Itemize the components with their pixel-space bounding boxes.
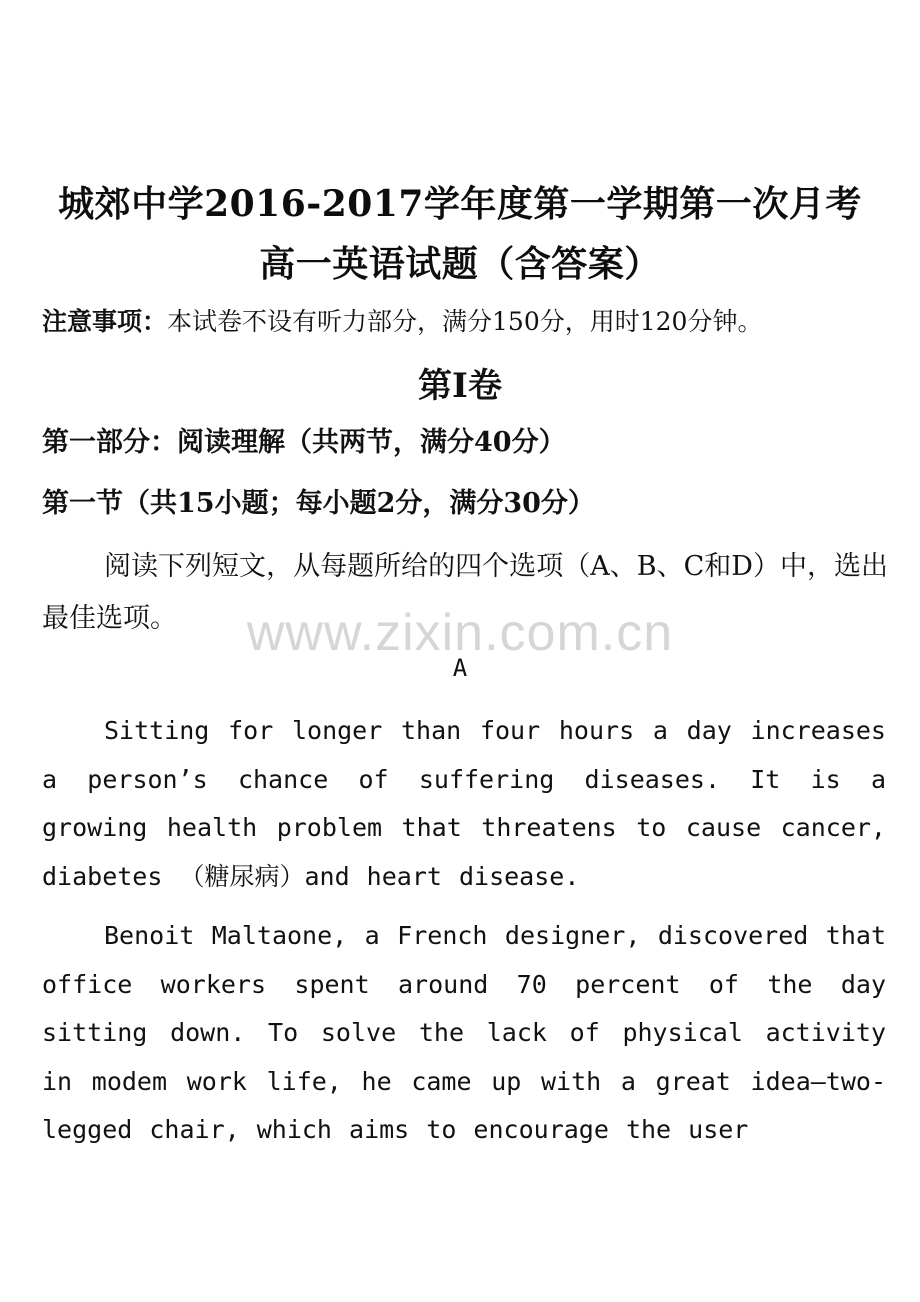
exam-subtitle: 高一英语试题（含答案） (259, 243, 661, 285)
notice-text: 本试卷不设有听力部分，满分150分，用时120分钟。 (167, 307, 763, 336)
exam-title: 城郊中学2016-2017学年度第一学期第一次月考 (58, 183, 862, 225)
watermark: www.zixin.com.cn (246, 604, 674, 662)
passage-label: A (452, 654, 468, 682)
passage-paragraph: Sitting for longer than four hours a day increases a person’s chance of suffering diseases. It is a growing health problem that threatens to cause cancer, diabetes （糖尿病）and heart disease. (42, 716, 886, 891)
instructions: 阅读下列短文，从每题所给的四个选项（A、B、C和D）中，选出最佳选项。 (42, 551, 888, 634)
section-heading: 第一节（共15小题；每小题2分，满分30分） (42, 488, 595, 519)
part-heading: 第一部分：阅读理解（共两节，满分40分） (42, 427, 566, 458)
notice-line (42, 302, 762, 338)
volume-title: 第I卷 (418, 366, 502, 406)
passage-paragraph: Benoit Maltaone, a French designer, discovered that office workers spent around 70 percent of the day sitting down. To solve the lack of physical activity in modem work life, he came up with a great idea—two-legged chair, which aims to encourage the user (42, 921, 886, 1144)
notice-label: 注意事项： (42, 307, 168, 336)
